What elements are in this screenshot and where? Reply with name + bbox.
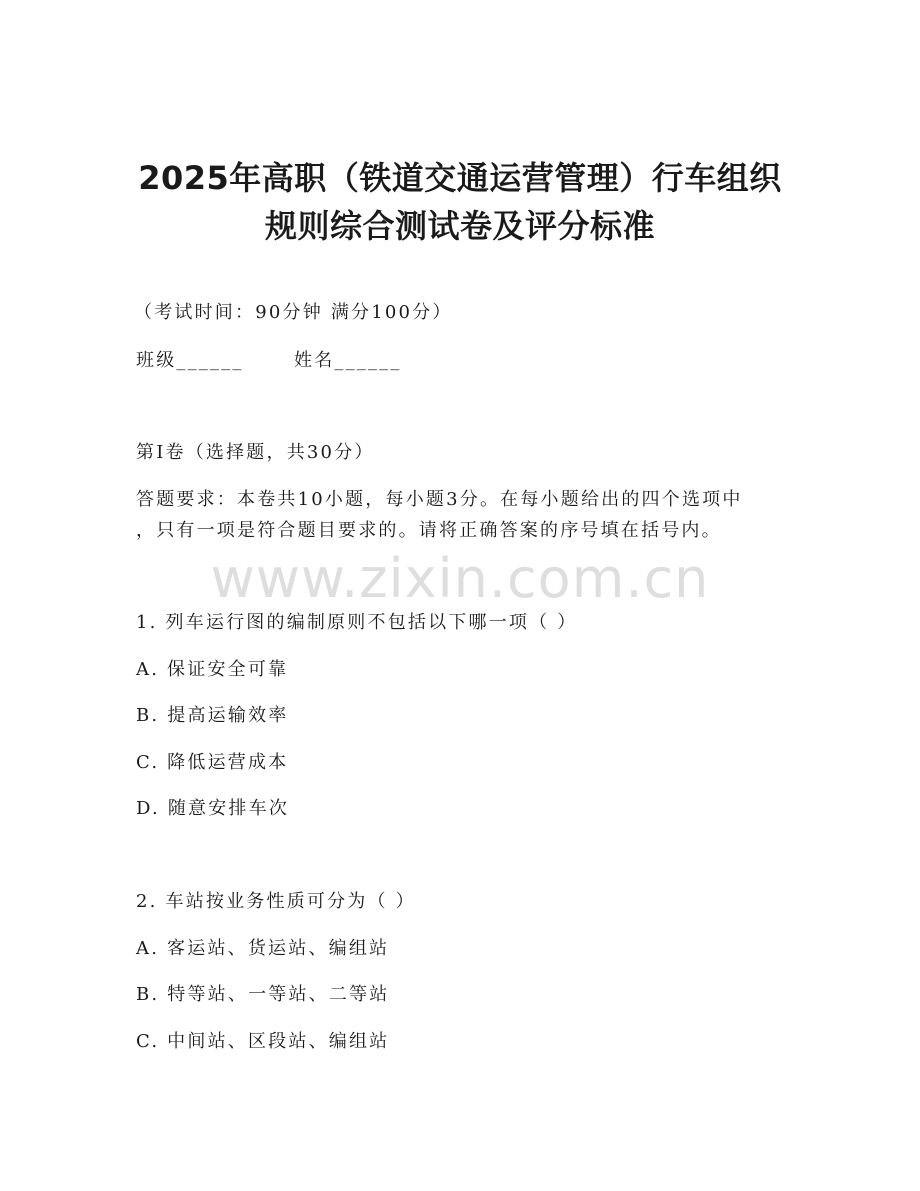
question-option: C. 中间站、区段站、编组站 xyxy=(136,1031,390,1052)
name-field-label: 姓名______ xyxy=(294,350,402,371)
exam-info: （考试时间：90分钟 满分100分） xyxy=(134,302,453,323)
question-stem: 1. 列车运行图的编制原则不包括以下哪一项（ ） xyxy=(136,612,578,633)
section-heading: 第I卷（选择题，共30分） xyxy=(136,442,375,463)
question-option: A. 保证安全可靠 xyxy=(136,659,289,680)
question-option: D. 随意安排车次 xyxy=(136,798,290,819)
question-stem: 2. 车站按业务性质可分为（ ） xyxy=(136,891,416,912)
class-field-label: 班级______ xyxy=(136,350,244,371)
question-option: A. 客运站、货运站、编组站 xyxy=(136,938,390,959)
question-option: B. 特等站、一等站、二等站 xyxy=(136,984,390,1005)
instructions-line-1: 答题要求：本卷共10小题，每小题3分。在每小题给出的四个选项中 xyxy=(136,489,743,510)
question-option: C. 降低运营成本 xyxy=(136,752,289,773)
document-title-line-1: 2025年高职（铁道交通运营管理）行车组织 xyxy=(138,159,782,197)
question-option: B. 提高运输效率 xyxy=(136,705,289,726)
document-title-line-2: 规则综合测试卷及评分标准 xyxy=(264,207,655,245)
watermark: www.zixin.com.cn xyxy=(210,547,710,610)
instructions-line-2: ，只有一项是符合题目要求的。请将正确答案的序号填在括号内。 xyxy=(136,520,722,541)
